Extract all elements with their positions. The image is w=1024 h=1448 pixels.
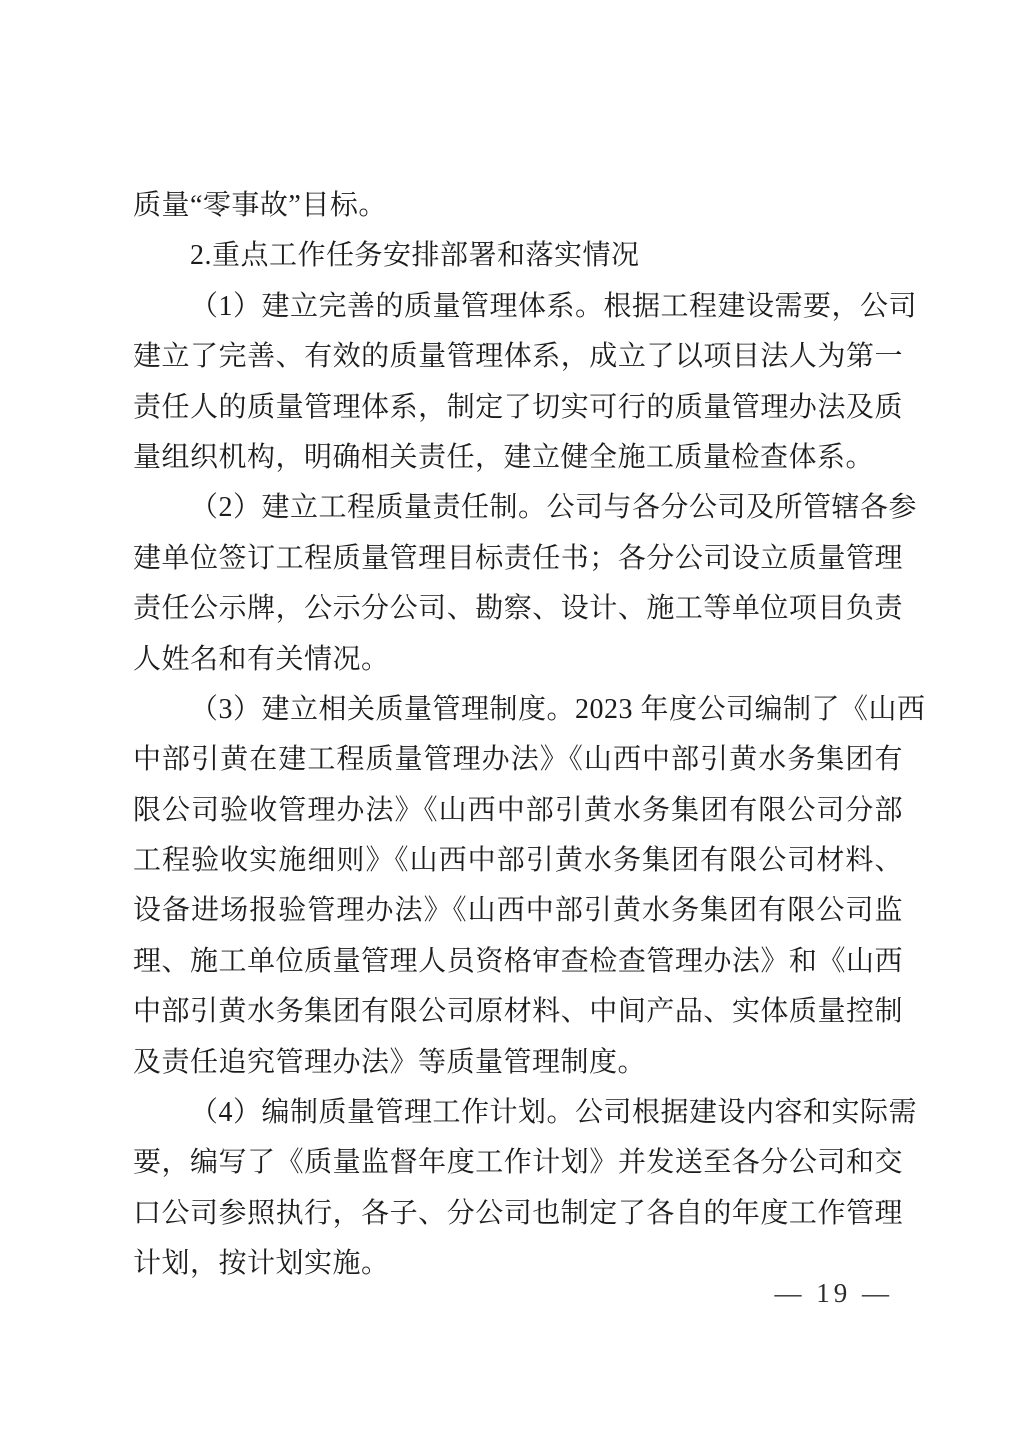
text-line: （4）编制质量管理工作计划。公司根据建设内容和实际需 bbox=[190, 1097, 918, 1129]
text-line: 设备进场报验管理办法》《山西中部引黄水务集团有限公司监 bbox=[133, 895, 903, 927]
text-line: （3）建立相关质量管理制度。2023 年度公司编制了《山西 bbox=[190, 693, 926, 725]
text-line: 人姓名和有关情况。 bbox=[133, 643, 390, 675]
text-line: 建单位签订工程质量管理目标责任书；各分公司设立质量管理 bbox=[133, 542, 903, 574]
text-line: 限公司验收管理办法》《山西中部引黄水务集团有限公司分部 bbox=[133, 794, 903, 826]
page-number: — 19 — bbox=[774, 1278, 893, 1308]
text-line: 质量“零事故”目标。 bbox=[133, 190, 387, 221]
text-line: 工程验收实施细则》《山西中部引黄水务集团有限公司材料、 bbox=[133, 845, 903, 877]
text-line: 计划，按计划实施。 bbox=[133, 1248, 390, 1280]
text-line: 要，编写了《质量监督年度工作计划》并发送至各分公司和交 bbox=[133, 1147, 903, 1179]
text-line: （2）建立工程质量责任制。公司与各分公司及所管辖各参 bbox=[190, 492, 918, 524]
text-line: 责任人的质量管理体系，制定了切实可行的质量管理办法及质 bbox=[133, 391, 903, 423]
document-body bbox=[133, 181, 926, 1290]
text-line: 及责任追究管理办法》等质量管理制度。 bbox=[133, 1046, 647, 1078]
text-line: 中部引黄在建工程质量管理办法》《山西中部引黄水务集团有 bbox=[133, 744, 903, 776]
heading-line: 2.重点工作任务安排部署和落实情况 bbox=[190, 240, 640, 272]
text-line: （1）建立完善的质量管理体系。根据工程建设需要，公司 bbox=[190, 290, 918, 322]
text-line: 建立了完善、有效的质量管理体系，成立了以项目法人为第一 bbox=[133, 341, 903, 373]
text-line: 中部引黄水务集团有限公司原材料、中间产品、实体质量控制 bbox=[133, 996, 903, 1028]
text-line: 口公司参照执行，各子、分公司也制定了各自的年度工作管理 bbox=[133, 1197, 903, 1229]
text-line: 理、施工单位质量管理人员资格审查检查管理办法》和《山西 bbox=[133, 945, 903, 977]
text-line: 量组织机构，明确相关责任，建立健全施工质量检查体系。 bbox=[133, 441, 875, 473]
text-line: 责任公示牌，公示分公司、勘察、设计、施工等单位项目负责 bbox=[133, 593, 903, 625]
